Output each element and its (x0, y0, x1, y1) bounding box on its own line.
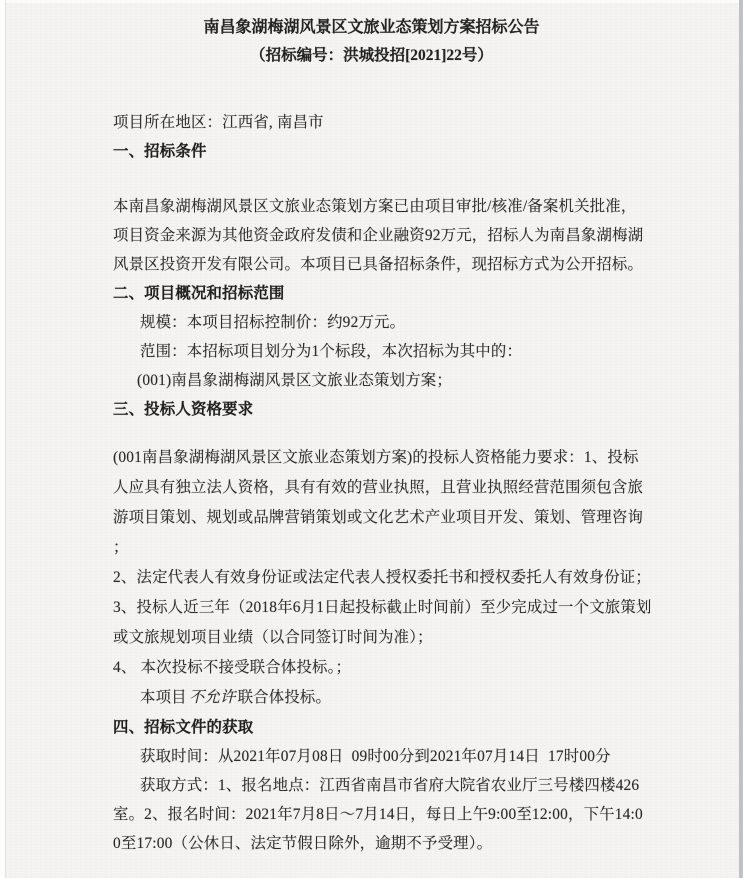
scale-line: 规模：本项目招标控制价：约92万元。 (140, 314, 406, 331)
text-line: 本南昌象湖梅湖风景区文旅业态策划方案已由项目审批/核准/备案机关批准， (113, 198, 637, 215)
joint-venture-note (113, 683, 663, 713)
section-heading-2: 二、项目概况和招标范围 (113, 285, 285, 302)
tender-reference-number: （招标编号：洪城投招[2021]22号） (250, 47, 493, 64)
document-body (0, 14, 743, 858)
text-line: 3、投标人近三年（2018年6月1日起投标截止时间前）至少完成过一个文旅策划 (113, 599, 652, 616)
text-line: (001南昌象湖梅湖风景区文旅业态策划方案)的投标人资格能力要求：1、投标 (113, 449, 639, 466)
acquisition-method-line: 0至17:00（公休日、法定节假日除外，逾期不予受理）。 (113, 835, 493, 852)
section-heading-1: 一、招标条件 (113, 143, 207, 160)
jv-note-prefix: 本项目 (140, 689, 187, 706)
document-title: 南昌象湖梅湖风景区文旅业态策划方案招标公告 (203, 19, 540, 36)
project-location-line: 项目所在地区：江西省, 南昌市 (113, 114, 324, 131)
scope-line: 范围：本招标项目划分为1个标段，本次招标为其中的： (140, 343, 523, 360)
acquisition-method-line: 室。2、报名时间：2021年7月8日～7月14日，每日上午9:00至12:00，下午14:0 (113, 806, 643, 823)
acquisition-time-line: 获取时间：从2021年07月08日 09时00分到2021年07月14日 17时00分 (140, 748, 611, 765)
text-line: 2、法定代表人有效身份证或法定代表人授权委托书和授权委托人有效身份证； (113, 569, 651, 586)
text-line: 游项目策划、规划或品牌营销策划或文化艺术产业项目开发、策划、管理咨询 (113, 509, 644, 526)
jv-note-emphasis: 不允许 (188, 689, 236, 706)
section-heading-3: 三、投标人资格要求 (113, 401, 254, 418)
text-line: 或文旅规划项目业绩（以合同签订时间为准）； (113, 629, 433, 646)
text-line: 项目资金来源为其他资金政府发债和企业融资92万元，招标人为南昌象湖梅湖 (113, 227, 644, 244)
jv-note-suffix: 联合体投标。 (237, 689, 332, 706)
document-content (0, 108, 743, 858)
lot-line: (001)南昌象湖梅湖风景区文旅业态策划方案； (137, 372, 452, 389)
text-line: 4、 本次投标不接受联合体投标。； (113, 659, 352, 676)
section-tender-conditions (113, 137, 663, 279)
text-line: ； (113, 539, 129, 556)
text-line: 风景区投资开发有限公司。本项目已具备招标条件，现招标方式为公开招标。 (113, 256, 644, 273)
scan-edge-top (0, 0, 743, 3)
tender-conditions-paragraph (113, 192, 663, 279)
text-line: 人应具有独立法人资格，具有有效的营业执照，且营业执照经营范围须包含旅 (113, 479, 644, 496)
section-project-overview (113, 279, 663, 395)
section-bidder-qualifications (113, 395, 663, 713)
qualification-requirements (113, 443, 663, 713)
section-document-acquisition (113, 713, 663, 858)
acquisition-method-line: 获取方式：1、报名地点：江西省南昌市省府大院省农业厅三号楼四楼426 (140, 777, 640, 794)
section-heading-4: 四、招标文件的获取 (113, 719, 254, 736)
